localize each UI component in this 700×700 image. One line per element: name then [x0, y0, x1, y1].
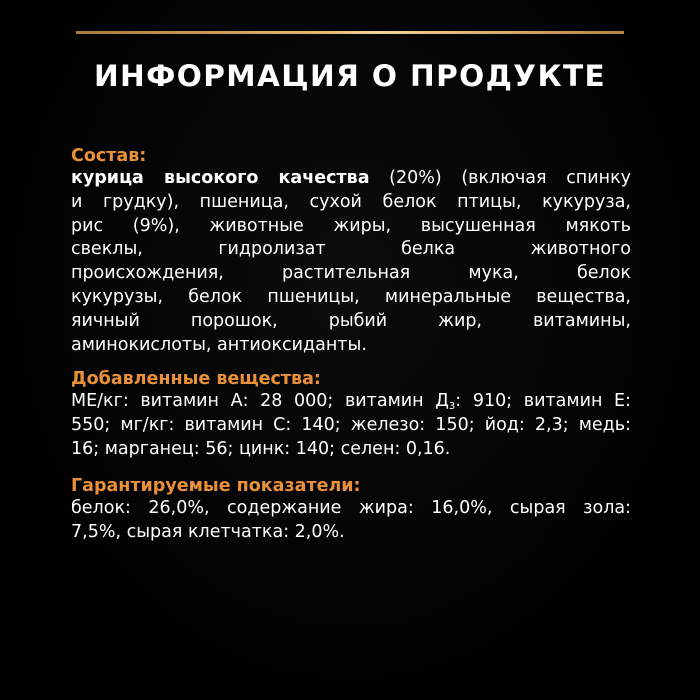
additives-line: 16; марганец: 56; цинк: 140; селен: 0,16.: [71, 438, 451, 459]
composition-line: яичный порошок, рыбий жир, витамины,: [71, 310, 631, 331]
composition-line-1: (20%) (включая спинку: [369, 168, 631, 188]
composition-line: [71, 167, 631, 191]
additives-section: [71, 368, 631, 461]
product-info-content: [71, 145, 631, 544]
guaranteed-section: [71, 475, 631, 545]
additives-line: 550; мг/кг: витамин С: 140; железо: 150; йод: 2,3; медь:: [71, 415, 631, 436]
top-divider: [76, 31, 624, 34]
additives-text: [71, 390, 631, 461]
composition-line: рис (9%), животные жиры, высушенная мякоть: [71, 215, 631, 236]
page-title: ИНФОРМАЦИЯ О ПРОДУКТЕ: [93, 59, 607, 93]
composition-line: свеклы, гидролизат белка животного: [71, 239, 631, 260]
composition-heading: Состав:: [71, 146, 147, 166]
composition-line: происхождения, растительная мука, белок: [71, 263, 631, 284]
additives-heading: Добавленные вещества:: [71, 369, 321, 390]
guaranteed-text: [71, 497, 631, 545]
composition-text: [71, 167, 631, 357]
composition-section: [71, 145, 631, 357]
additives-line-1a: МЕ/кг: витамин А: 28 000; витамин Д: [71, 391, 449, 412]
additives-line: [71, 390, 631, 414]
guaranteed-line: 7,5%, сырая клетчатка: 2,0%.: [71, 521, 345, 542]
composition-bold-lead: курица высокого качества: [71, 168, 370, 188]
guaranteed-heading: Гарантируемые показатели:: [71, 475, 361, 496]
additives-line-1b: : 910; витамин Е:: [455, 391, 631, 412]
composition-line: аминокислоты, антиоксиданты.: [71, 334, 367, 355]
guaranteed-line: белок: 26,0%, содержание жира: 16,0%, сырая зола:: [71, 497, 631, 518]
composition-line: и грудку), пшеница, сухой белок птицы, кукуруза,: [71, 191, 631, 212]
composition-line: кукурузы, белок пшеницы, минеральные вещества,: [71, 286, 631, 307]
vitamin-d-subscript: 3: [448, 401, 456, 413]
